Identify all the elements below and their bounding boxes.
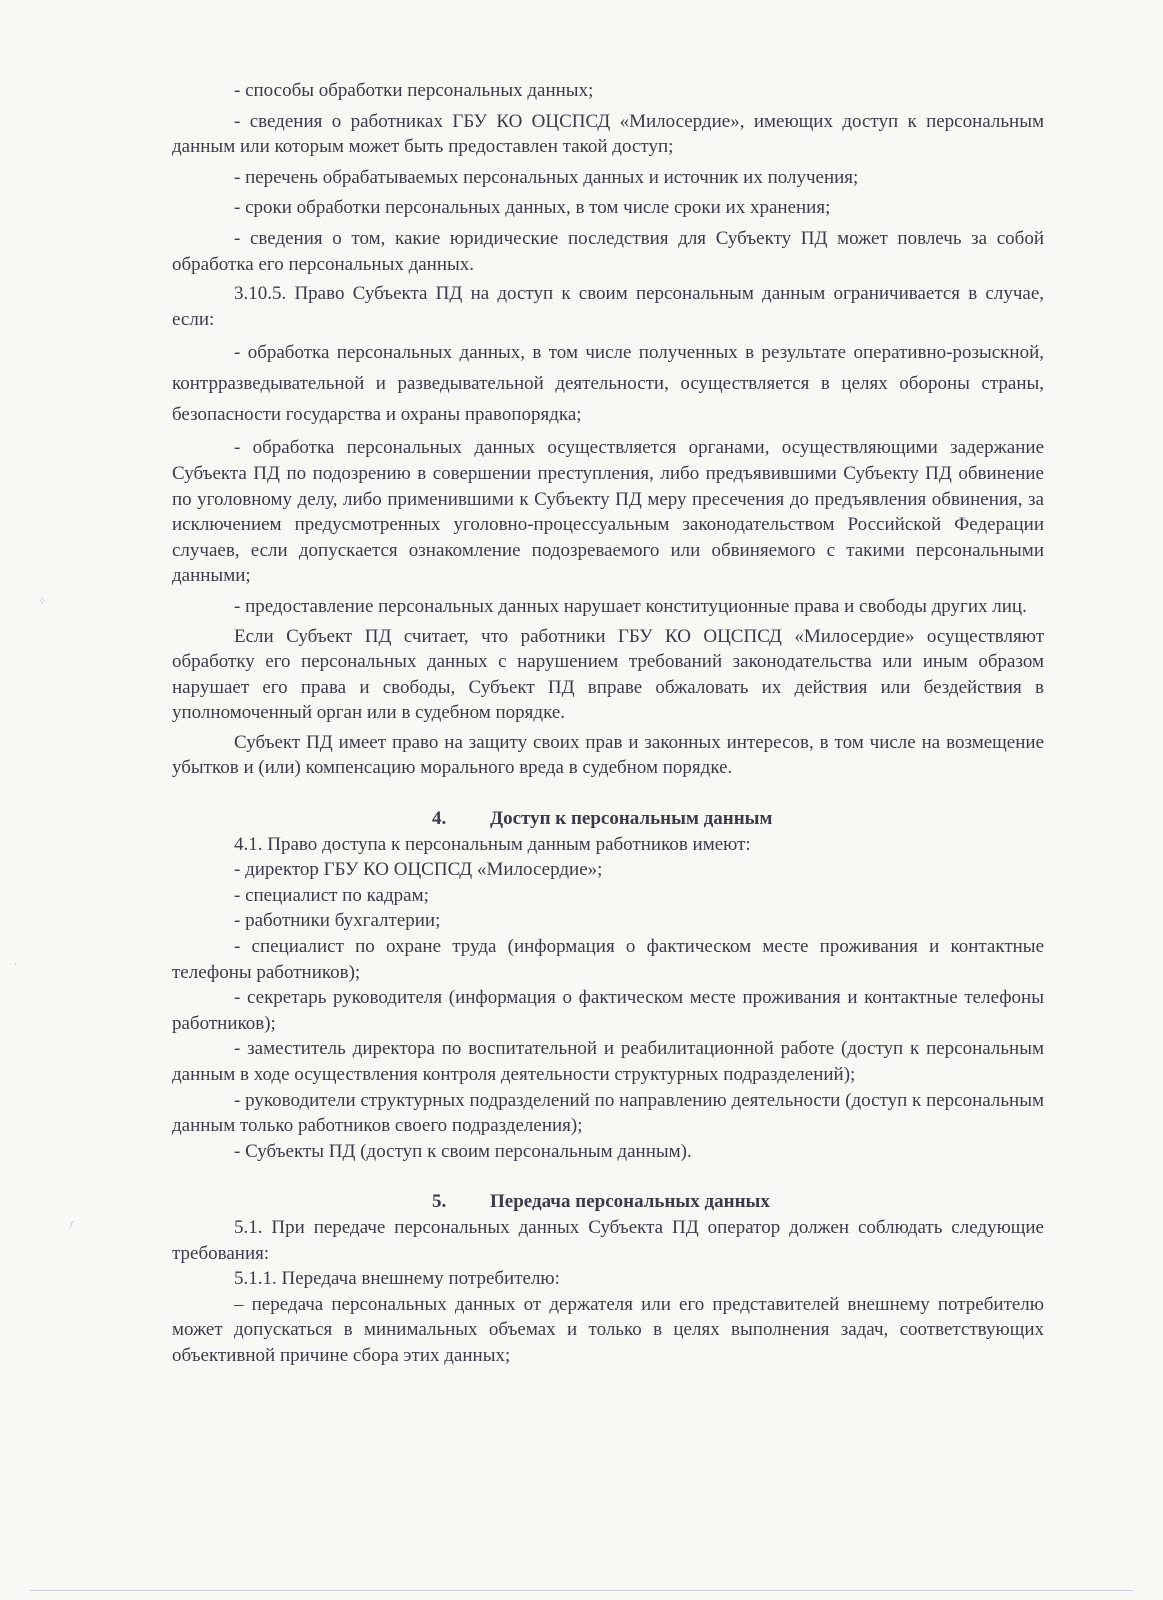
scan-edge-line bbox=[30, 1590, 1133, 1591]
paragraph: - перечень обрабатываемых персональных данных и источник их получения; bbox=[234, 166, 859, 188]
paragraph: - обработка персональных данных осуществляется органами, осуществляющими задержание Субъекта ПД по подозрению в совершении преступления, либо предъявившими Субъекту ПД обвинение по уголовному делу, либо применившими к Субъекту ПД меру пресечения до предъявления обвинения, за исключением предусмотренных уголовно-процессуальным законодательством Российской Федерации случаев, если допускается ознакомление подозреваемого или обвиняемого с такими персональными данными; bbox=[172, 437, 1044, 587]
scan-artifact: · bbox=[14, 960, 18, 971]
section-heading bbox=[172, 806, 1044, 832]
paragraph: Если Субъект ПД считает, что работники ГБУ КО ОЦСПСД «Милосердие» осуществляют обработку его персональных данных с нарушением требований законодательства или иным образом нарушает его права и свободы, Субъект ПД вправе обжаловать их действия или бездействия в уполномоченный орган или в судебном порядке. bbox=[172, 625, 1044, 724]
list-item: - директор ГБУ КО ОЦСПСД «Милосердие»; bbox=[234, 859, 603, 881]
paragraph: - предоставление персональных данных нарушает конституционные права и свободы других лиц. bbox=[234, 595, 1027, 617]
section-number: 4. bbox=[432, 808, 447, 830]
paragraph: - сроки обработки персональных данных, в том числе сроки их хранения; bbox=[234, 197, 831, 219]
paragraph: 5.1.1. Передача внешнему потребителю: bbox=[234, 1268, 560, 1290]
list-item: - руководители структурных подразделений по направлению деятельности (доступ к персональным данным только работников своего подразделения); bbox=[172, 1089, 1044, 1137]
paragraph: Субъект ПД имеет право на защиту своих прав и законных интересов, в том числе на возмещение убытков и (или) компенсацию морального вреда в судебном порядке. bbox=[172, 731, 1044, 779]
paragraph: 5.1. При передаче персональных данных Субъекта ПД оператор должен соблюдать следующие требования: bbox=[172, 1216, 1044, 1264]
list-item: - работники бухгалтерии; bbox=[234, 910, 441, 932]
section-title: Доступ к персональным данным bbox=[490, 808, 773, 830]
section-title: Передача персональных данных bbox=[490, 1191, 770, 1213]
paragraph: - сведения о работниках ГБУ КО ОЦСПСД «Милосердие», имеющих доступ к персональным данным или которым может быть предоставлен такой доступ; bbox=[172, 110, 1044, 158]
paragraph: - способы обработки персональных данных; bbox=[234, 80, 594, 101]
section-number: 5. bbox=[432, 1191, 447, 1213]
list-item: - секретарь руководителя (информация о фактическом месте проживания и контактные телефоны работников); bbox=[172, 987, 1044, 1034]
list-item: - специалист по кадрам; bbox=[234, 884, 429, 906]
paragraph: - сведения о том, какие юридические последствия для Субъекту ПД может повлечь за собой обработка его персональных данных. bbox=[172, 227, 1044, 275]
section-heading bbox=[172, 1189, 1044, 1215]
scan-artifact: ⁘ bbox=[38, 596, 47, 607]
paragraph: 4.1. Право доступа к персональным данным работников имеют: bbox=[234, 833, 751, 855]
paragraph: – передача персональных данных от держателя или его представителей внешнему потребителю может допускаться в минимальных объемах и только в целях выполнения задач, соответствующих объективной причине сбора этих данных; bbox=[172, 1293, 1044, 1366]
paragraph: - обработка персональных данных, в том числе полученных в результате оперативно-розыскной, контрразведывательной и разведывательной деятельности, осуществляется в целях обороны страны, безопасности государства и охраны правопорядка; bbox=[172, 342, 1044, 426]
scan-artifact: / bbox=[70, 1220, 73, 1231]
list-item: - специалист по охране труда (информация о фактическом месте проживания и контактные телефоны работников); bbox=[172, 936, 1044, 983]
document-body bbox=[172, 78, 1044, 1369]
list-item: - заместитель директора по воспитательной и реабилитационной работе (доступ к персональным данным в ходе осуществления контроля деятельности структурных подразделений); bbox=[172, 1038, 1044, 1085]
list-item: - Субъекты ПД (доступ к своим персональным данным). bbox=[234, 1140, 692, 1162]
paragraph: 3.10.5. Право Субъекта ПД на доступ к своим персональным данным ограничивается в случае, если: bbox=[172, 283, 1044, 330]
